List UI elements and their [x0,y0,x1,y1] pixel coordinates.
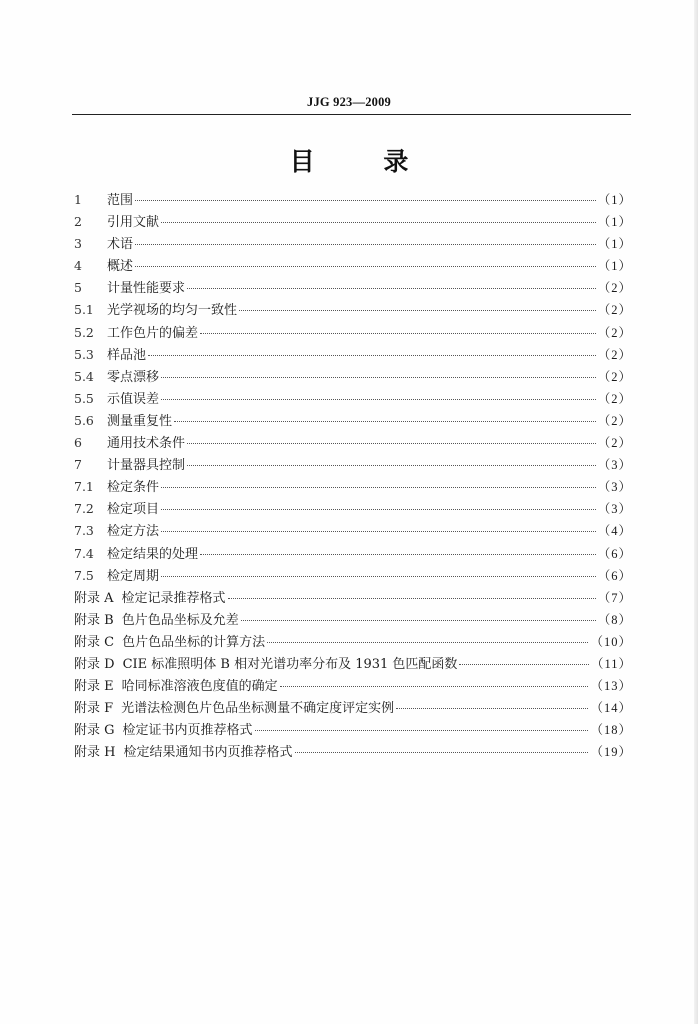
toc-entry-title: 检定记录推荐格式 [121,590,226,606]
toc-entry-page: （1） [597,193,632,207]
toc-leader-dots [187,464,596,466]
toc-entry-number: 5.6 [74,412,94,428]
toc-entry[interactable] [74,609,632,631]
toc-entry-page: （7） [597,590,632,605]
toc-entry-title: 检定条件 [107,480,160,496]
toc-entry-title: 光谱法检测色片色品坐标测量不确定度评定实例 [121,701,395,717]
toc-entry-title: 色片色品坐标及允差 [121,612,239,628]
toc-leader-dots [161,486,596,488]
toc-entry-page: （2） [597,436,632,451]
toc-entry[interactable] [74,388,632,410]
table-of-contents [74,189,632,763]
toc-entry-number: 附录 B [74,612,114,628]
toc-leader-dots [161,376,596,378]
toc-entry[interactable] [74,653,632,675]
toc-entry-page: （18） [590,723,632,738]
toc-entry[interactable] [74,565,632,587]
toc-entry-title: 示值误差 [107,391,160,407]
toc-entry-number: 5 [74,280,82,296]
toc-entry-title: 通用技术条件 [107,436,186,452]
toc-entry-title: 计量器具控制 [107,458,186,474]
toc-entry-number: 7.3 [74,523,94,539]
toc-entry[interactable] [74,432,632,454]
toc-entry-page: （2） [597,347,632,362]
toc-leader-dots [161,530,596,532]
toc-entry-page: （6） [597,568,632,583]
toc-entry-title: 测量重复性 [107,413,173,429]
toc-leader-dots [255,729,589,731]
toc-entry-title: 光学视场的均匀一致性 [107,303,238,319]
toc-leader-dots [241,619,596,621]
toc-entry[interactable] [74,520,632,542]
toc-entry-page: （2） [597,391,632,406]
toc-entry-page: （1） [597,237,632,252]
toc-entry-title: 检定项目 [107,502,160,518]
toc-entry[interactable] [74,233,632,255]
toc-entry-page: （2） [597,303,632,318]
toc-entry-page: （3） [597,480,632,495]
page-title: 目 录 [289,147,439,176]
toc-entry[interactable] [74,277,632,299]
toc-entry[interactable] [74,697,632,719]
toc-entry-title: 零点漂移 [107,369,160,385]
toc-entry[interactable] [74,322,632,344]
toc-entry-title: 哈同标准溶液色度值的确定 [121,679,278,695]
toc-entry-page: （13） [590,679,632,694]
toc-entry-title: 工作色片的偏差 [107,325,199,341]
toc-entry[interactable] [74,675,632,697]
toc-leader-dots [148,354,596,356]
toc-leader-dots [135,243,596,245]
toc-entry[interactable] [74,366,632,388]
toc-entry-number: 4 [74,258,82,274]
toc-entry-page: （4） [597,524,632,539]
toc-entry-page: （1） [597,259,632,274]
toc-entry-page: （14） [590,701,632,716]
toc-entry[interactable] [74,587,632,609]
toc-entry-number: 附录 C [74,634,115,650]
toc-entry-number: 5.1 [74,302,94,318]
toc-entry-number: 附录 F [74,701,114,717]
toc-entry-title: 检定方法 [107,524,160,540]
toc-entry-number: 5.3 [74,346,94,362]
toc-entry[interactable] [74,344,632,366]
toc-entry-title: 范围 [107,193,134,208]
toc-entry-page: （2） [597,325,632,340]
toc-entry-number: 附录 E [74,679,114,695]
toc-entry-title: 检定周期 [107,568,160,584]
toc-leader-dots [135,199,596,201]
toc-leader-dots [239,309,596,311]
toc-entry[interactable] [74,454,632,476]
toc-leader-dots [161,508,596,510]
toc-entry[interactable] [74,189,632,211]
toc-leader-dots [135,265,596,267]
toc-entry-page: （2） [597,369,632,384]
standard-code: JJG 923—2009 [307,95,391,109]
toc-leader-dots [161,221,596,223]
toc-entry-page: （10） [590,634,632,649]
toc-entry[interactable] [74,410,632,432]
toc-entry[interactable] [74,543,632,565]
toc-entry-number: 5.5 [74,390,94,406]
toc-entry-title: 术语 [107,237,134,253]
toc-entry-number: 1 [74,192,82,207]
toc-leader-dots [267,641,588,643]
toc-leader-dots [396,707,588,709]
toc-entry[interactable] [74,719,632,741]
toc-entry-page: （19） [590,745,632,760]
toc-entry-number: 7.4 [74,545,94,561]
toc-entry[interactable] [74,631,632,653]
toc-entry-title: 检定结果的处理 [107,546,199,562]
toc-entry-title: 样品池 [107,347,147,363]
toc-entry-page: （8） [597,612,632,627]
toc-entry-number: 7 [74,457,82,473]
toc-entry-number: 附录 H [74,745,116,761]
toc-entry-page: （2） [597,281,632,296]
toc-leader-dots [174,420,596,422]
header-rule [72,114,631,115]
toc-leader-dots [200,553,596,555]
toc-entry-title: 检定证书内页推荐格式 [122,723,253,739]
toc-leader-dots [228,597,596,599]
toc-entry-number: 附录 A [74,590,114,606]
toc-entry-number: 7.1 [74,479,94,495]
toc-leader-dots [161,398,596,400]
toc-entry-title: 计量性能要求 [107,281,186,297]
toc-entry-page: （6） [597,546,632,561]
toc-entry-number: 附录 D [74,656,115,672]
toc-entry[interactable] [74,299,632,321]
toc-leader-dots [295,751,589,753]
toc-leader-dots [161,575,596,577]
toc-entry-number: 7.2 [74,501,94,517]
toc-entry-title: 引用文献 [107,215,160,231]
toc-entry[interactable] [74,476,632,498]
toc-entry-page: （3） [597,502,632,517]
toc-entry[interactable] [74,741,632,763]
toc-entry-title: 色片色品坐标的计算方法 [122,634,266,650]
toc-leader-dots [280,685,589,687]
toc-leader-dots [187,287,596,289]
toc-entry-number: 附录 G [74,723,115,739]
toc-leader-dots [187,442,596,444]
toc-entry-title: 检定结果通知书内页推荐格式 [123,745,293,761]
toc-entry-number: 7.5 [74,567,94,583]
toc-entry-page: （11） [590,656,632,671]
toc-leader-dots [459,663,589,665]
toc-entry-number: 2 [74,214,82,230]
toc-entry-number: 6 [74,435,82,451]
toc-entry[interactable] [74,498,632,520]
toc-entry[interactable] [74,211,632,233]
toc-entry-page: （3） [597,458,632,473]
toc-entry-title: 概述 [107,259,134,275]
toc-entry[interactable] [74,255,632,277]
toc-entry-page: （2） [597,413,632,428]
toc-entry-page: （1） [597,215,632,230]
toc-entry-number: 3 [74,236,82,252]
toc-entry-number: 5.4 [74,368,94,384]
toc-entry-number: 5.2 [74,324,94,340]
toc-leader-dots [200,332,596,334]
toc-entry-title: CIE 标准照明体 B 相对光谱功率分布及 1931 色匹配函数 [122,656,458,672]
